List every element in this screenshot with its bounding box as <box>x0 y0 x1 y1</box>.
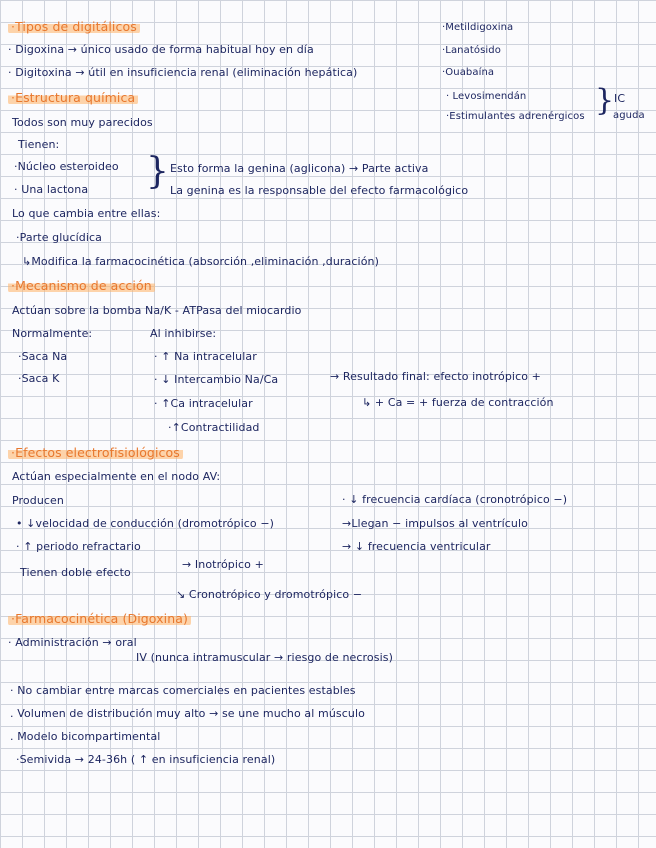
farmaco-line-2: . Volumen de distribución muy alto → se une mucho al músculo <box>10 707 365 720</box>
efectos-line-1: Actúan especialmente en el nodo AV: <box>12 470 221 483</box>
section-title-farmaco <box>8 612 191 626</box>
estructura-tienen: Tienen: <box>18 138 60 151</box>
estructura-nucleo: ·Núcleo esteroideo <box>14 160 119 173</box>
tipos-right-2: ·Lanatósido <box>442 45 501 56</box>
estructura-genina: Esto forma la genina (aglicona) → Parte activa <box>170 162 429 175</box>
mecanismo-resultado: → Resultado final: efecto inotrópico + <box>330 370 541 383</box>
efectos-producen: Producen <box>12 494 64 507</box>
tipos-line-1: · Digoxina → único usado de forma habitual hoy en día <box>8 43 314 56</box>
efectos-doble-a: → Inotrópico + <box>182 558 264 571</box>
tipos-line-2: · Digitoxina → útil en insuficiencia renal (eliminación hepática) <box>8 66 358 79</box>
mecanismo-inhibe-2: · ↓ Intercambio Na/Ca <box>154 373 279 386</box>
tipos-right-1: ·Metildigoxina <box>442 22 514 33</box>
estructura-cambia: Lo que cambia entre ellas: <box>12 207 161 220</box>
mecanismo-saca-k: ·Saca K <box>18 372 60 385</box>
section-title-tipos: ·Tipos de digitálicos <box>8 20 140 34</box>
mecanismo-inhibe-4: ·↑Contractilidad <box>168 421 260 434</box>
efectos-doble-b: ↘ Cronotrópico y dromotrópico − <box>176 588 363 601</box>
efectos-r2: →Llegan − impulsos al ventrículo <box>342 517 528 530</box>
ic-label: IC <box>614 92 626 105</box>
estructura-lactona: · Una lactona <box>14 183 89 196</box>
efectos-doble: Tienen doble efecto <box>20 566 131 579</box>
efectos-r1: · ↓ frecuencia cardíaca (cronotrópico −) <box>342 493 568 506</box>
section-title-efectos: ·Efectos electrofisiológicos <box>8 446 183 460</box>
farmaco-line-3: . Modelo bicompartimental <box>10 730 161 743</box>
section-title-estructura: ·Estructura química <box>8 91 138 105</box>
mecanismo-al-inhibirse: Al inhibirse: <box>150 327 217 340</box>
efectos-r3: → ↓ frecuencia ventricular <box>342 540 491 553</box>
farmaco-line-1: · No cambiar entre marcas comerciales en pacientes estables <box>10 684 356 697</box>
farmaco-admin: · Administración → oral <box>8 636 137 649</box>
farmaco-line-4: ·Semivida → 24-36h ( ↑ en insuficiencia renal) <box>16 753 276 766</box>
farmaco-title-paren: (Digoxina) <box>122 611 189 626</box>
estructura-glucidica: ·Parte glucídica <box>16 231 103 244</box>
section-title-mecanismo: ·Mecanismo de acción <box>8 279 155 293</box>
estructura-line-1: Todos son muy parecidos <box>12 116 153 129</box>
estructura-modifica: ↳Modifica la farmacocinética (absorción ,eliminación ,duración) <box>22 255 379 268</box>
mecanismo-resultado-2: ↳ + Ca = + fuerza de contracción <box>362 396 554 409</box>
curly-brace-ic: } <box>595 83 615 118</box>
estructura-responsable: La genina es la responsable del efecto farmacológico <box>170 184 469 197</box>
tipos-right-3: ·Ouabaína <box>442 67 495 78</box>
mecanismo-line-1: Actúan sobre la bomba Na/K - ATPasa del miocardio <box>12 304 302 317</box>
curly-brace-estructura: } <box>146 151 169 192</box>
tipos-right-5: ·Estimulantes adrenérgicos <box>446 111 585 122</box>
efectos-p2: · ↑ periodo refractario <box>16 540 141 553</box>
farmaco-title-text: ·Farmacocinética <box>11 611 119 626</box>
mecanismo-saca-na: ·Saca Na <box>18 350 68 363</box>
tipos-right-4: · Levosimendán <box>446 91 527 102</box>
efectos-p1: • ↓velocidad de conducción (dromotrópico −) <box>16 517 275 530</box>
farmaco-iv: IV (nunca intramuscular → riesgo de necrosis) <box>136 651 393 664</box>
mecanismo-inhibe-3: · ↑Ca intracelular <box>154 397 253 410</box>
mecanismo-inhibe-1: · ↑ Na intracelular <box>154 350 257 363</box>
ic-aguda-label: aguda <box>613 110 645 121</box>
mecanismo-normalmente: Normalmente: <box>12 327 93 340</box>
